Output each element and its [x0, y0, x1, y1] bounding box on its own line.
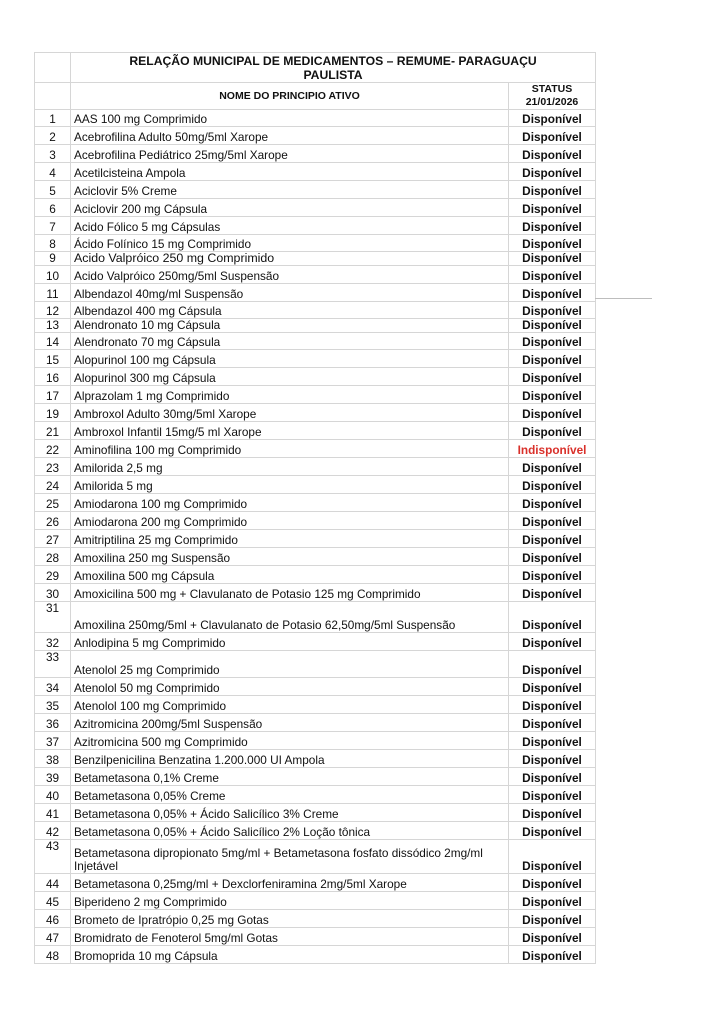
- row-number: 29: [35, 566, 71, 584]
- row-number: 17: [35, 386, 71, 404]
- medication-name: Betametasona 0,25mg/ml + Dexclorfeniramina 2mg/5ml Xarope: [71, 874, 509, 892]
- row-number: 31: [35, 602, 71, 633]
- row-number: 45: [35, 892, 71, 910]
- document-title: [71, 53, 596, 83]
- row-number: 33: [35, 651, 71, 678]
- medication-name: Bromoprida 10 mg Cápsula: [71, 946, 509, 964]
- table-row: [35, 768, 596, 786]
- status-badge: Disponível: [509, 110, 596, 127]
- status-badge: Disponível: [509, 750, 596, 768]
- table-row: [35, 892, 596, 910]
- row-number: 3: [35, 145, 71, 163]
- status-badge: Disponível: [509, 548, 596, 566]
- row-number: 6: [35, 199, 71, 217]
- medication-name: Azitromicina 500 mg Comprimido: [71, 732, 509, 750]
- table-row: [35, 181, 596, 199]
- row-number: 36: [35, 714, 71, 732]
- row-number: 48: [35, 946, 71, 964]
- status-badge: Disponível: [509, 494, 596, 512]
- medication-name: Bromidrato de Fenoterol 5mg/ml Gotas: [71, 928, 509, 946]
- row-number: 21: [35, 422, 71, 440]
- status-badge: Disponível: [509, 199, 596, 217]
- table-row: [35, 804, 596, 822]
- medication-name: Albendazol 40mg/ml Suspensão: [71, 284, 509, 302]
- medication-name: Amilorida 5 mg: [71, 476, 509, 494]
- table-row: [35, 368, 596, 386]
- header-num-cell: [35, 83, 71, 110]
- row-number: 35: [35, 696, 71, 714]
- row-number: 28: [35, 548, 71, 566]
- table-row: [35, 217, 596, 235]
- row-number: 2: [35, 127, 71, 145]
- medication-name: Amiodarona 200 mg Comprimido: [71, 512, 509, 530]
- medication-name: Alendronato 10 mg Cápsula: [71, 319, 509, 333]
- table-row: [35, 235, 596, 252]
- table-row: [35, 678, 596, 696]
- medication-name: Betametasona 0,1% Creme: [71, 768, 509, 786]
- title-line-1: RELAÇÃO MUNICIPAL DE MEDICAMENTOS – REMUME- PARAGUAÇU: [129, 54, 537, 68]
- medication-name: Alprazolam 1 mg Comprimido: [71, 386, 509, 404]
- status-badge: Disponível: [509, 266, 596, 284]
- status-badge: Disponível: [509, 404, 596, 422]
- row-number: 19: [35, 404, 71, 422]
- medication-name: Betametasona 0,05% Creme: [71, 786, 509, 804]
- status-badge: Disponível: [509, 350, 596, 368]
- medication-name: Anlodipina 5 mg Comprimido: [71, 633, 509, 651]
- status-badge: Disponível: [509, 892, 596, 910]
- row-number: 42: [35, 822, 71, 840]
- medication-name: Amoxilina 250 mg Suspensão: [71, 548, 509, 566]
- status-badge: Disponível: [509, 512, 596, 530]
- medication-name: Acido Fólico 5 mg Cápsulas: [71, 217, 509, 235]
- status-badge: Disponível: [509, 368, 596, 386]
- row-number: 47: [35, 928, 71, 946]
- title-corner-cell: [35, 53, 71, 83]
- status-badge: Disponível: [509, 633, 596, 651]
- medication-name: Atenolol 100 mg Comprimido: [71, 696, 509, 714]
- table-row: [35, 928, 596, 946]
- table-row: [35, 566, 596, 584]
- row-number: 24: [35, 476, 71, 494]
- medication-name: Albendazol 400 mg Cápsula: [71, 302, 509, 319]
- row-number: 5: [35, 181, 71, 199]
- status-badge: Disponível: [509, 584, 596, 602]
- status-badge: Disponível: [509, 768, 596, 786]
- status-badge: Disponível: [509, 217, 596, 235]
- table-row: [35, 633, 596, 651]
- status-badge: Disponível: [509, 928, 596, 946]
- status-badge: Disponível: [509, 786, 596, 804]
- medication-name: Aciclovir 200 mg Cápsula: [71, 199, 509, 217]
- table-row: [35, 786, 596, 804]
- status-badge: Disponível: [509, 145, 596, 163]
- medication-name: Acebrofilina Pediátrico 25mg/5ml Xarope: [71, 145, 509, 163]
- table-row: [35, 696, 596, 714]
- status-badge: Disponível: [509, 458, 596, 476]
- status-badge: Disponível: [509, 302, 596, 319]
- table-row: [35, 910, 596, 928]
- medication-name: Amitriptilina 25 mg Comprimido: [71, 530, 509, 548]
- medication-name: Ambroxol Adulto 30mg/5ml Xarope: [71, 404, 509, 422]
- row-number: 22: [35, 440, 71, 458]
- header-row: [35, 83, 596, 110]
- status-badge: Disponível: [509, 714, 596, 732]
- row-number: 38: [35, 750, 71, 768]
- title-row: [35, 53, 596, 83]
- medication-name: Acebrofilina Adulto 50mg/5ml Xarope: [71, 127, 509, 145]
- row-number: 30: [35, 584, 71, 602]
- table-row: [35, 333, 596, 350]
- medication-name: Azitromicina 200mg/5ml Suspensão: [71, 714, 509, 732]
- row-number: 10: [35, 266, 71, 284]
- header-status: STATUS 21/01/2026: [509, 83, 596, 110]
- status-badge: Disponível: [509, 804, 596, 822]
- table-row: [35, 874, 596, 892]
- table-row: [35, 840, 596, 874]
- table-row: [35, 602, 596, 633]
- row-number: 26: [35, 512, 71, 530]
- medication-name: Aminofilina 100 mg Comprimido: [71, 440, 509, 458]
- table-row: [35, 750, 596, 768]
- status-badge: Disponível: [509, 530, 596, 548]
- status-badge: Disponível: [509, 946, 596, 964]
- row-number: 12: [35, 302, 71, 319]
- row-number: 23: [35, 458, 71, 476]
- table-row: [35, 319, 596, 333]
- row-number: 9: [35, 252, 71, 266]
- medication-name: Amoxilina 500 mg Cápsula: [71, 566, 509, 584]
- status-badge: Disponível: [509, 252, 596, 266]
- status-badge: Disponível: [509, 651, 596, 678]
- row-number: 40: [35, 786, 71, 804]
- table-row: [35, 266, 596, 284]
- table-row: [35, 110, 596, 127]
- status-badge: Disponível: [509, 602, 596, 633]
- medication-sheet: [34, 52, 595, 964]
- row-number: 25: [35, 494, 71, 512]
- table-row: [35, 822, 596, 840]
- status-badge: Disponível: [509, 163, 596, 181]
- row-number: 44: [35, 874, 71, 892]
- medication-name: Acido Valpróico 250 mg Comprimido: [71, 252, 509, 266]
- table-row: [35, 732, 596, 750]
- row-number: 37: [35, 732, 71, 750]
- medication-name: Betametasona dipropionato 5mg/ml + Betametasona fosfato dissódico 2mg/ml Injetável: [71, 840, 509, 874]
- row-number: 11: [35, 284, 71, 302]
- table-row: [35, 512, 596, 530]
- medication-table: [34, 52, 596, 964]
- table-row: [35, 350, 596, 368]
- row-number: 13: [35, 319, 71, 333]
- medication-name: Amilorida 2,5 mg: [71, 458, 509, 476]
- title-line-2: PAULISTA: [303, 68, 363, 82]
- status-badge: Disponível: [509, 822, 596, 840]
- status-badge: Disponível: [509, 732, 596, 750]
- table-row: [35, 548, 596, 566]
- table-row: [35, 302, 596, 319]
- row-number: 46: [35, 910, 71, 928]
- status-badge: Disponível: [509, 127, 596, 145]
- medication-name: Alendronato 70 mg Cápsula: [71, 333, 509, 350]
- status-badge: Disponível: [509, 910, 596, 928]
- medication-name: AAS 100 mg Comprimido: [71, 110, 509, 127]
- medication-name: Betametasona 0,05% + Ácido Salicílico 3% Creme: [71, 804, 509, 822]
- status-badge: Disponível: [509, 235, 596, 252]
- status-badge: Disponível: [509, 319, 596, 333]
- medication-name: Acetilcisteina Ampola: [71, 163, 509, 181]
- medication-name: Ácido Folínico 15 mg Comprimido: [71, 235, 509, 252]
- status-badge: Disponível: [509, 284, 596, 302]
- table-row: [35, 404, 596, 422]
- table-row: [35, 651, 596, 678]
- table-row: [35, 386, 596, 404]
- table-row: [35, 163, 596, 181]
- stray-cell-border: [595, 298, 652, 299]
- table-row: [35, 584, 596, 602]
- table-row: [35, 476, 596, 494]
- status-badge: Disponível: [509, 874, 596, 892]
- status-badge: Disponível: [509, 181, 596, 199]
- table-row: [35, 127, 596, 145]
- row-number: 4: [35, 163, 71, 181]
- medication-name: Biperideno 2 mg Comprimido: [71, 892, 509, 910]
- table-row: [35, 440, 596, 458]
- medication-name: Aciclovir 5% Creme: [71, 181, 509, 199]
- status-badge: Disponível: [509, 386, 596, 404]
- medication-name: Alopurinol 100 mg Cápsula: [71, 350, 509, 368]
- medication-name: Amoxilina 250mg/5ml + Clavulanato de Potasio 62,50mg/5ml Suspensão: [71, 602, 509, 633]
- table-row: [35, 284, 596, 302]
- row-number: 16: [35, 368, 71, 386]
- table-row: [35, 199, 596, 217]
- row-number: 43: [35, 840, 71, 874]
- medication-name: Amoxicilina 500 mg + Clavulanato de Potasio 125 mg Comprimido: [71, 584, 509, 602]
- status-badge: Disponível: [509, 476, 596, 494]
- table-row: [35, 530, 596, 548]
- row-number: 14: [35, 333, 71, 350]
- medication-name: Ambroxol Infantil 15mg/5 ml Xarope: [71, 422, 509, 440]
- table-row: [35, 494, 596, 512]
- medication-name: Brometo de Ipratrópio 0,25 mg Gotas: [71, 910, 509, 928]
- status-badge: Disponível: [509, 333, 596, 350]
- row-number: 34: [35, 678, 71, 696]
- status-badge: Disponível: [509, 678, 596, 696]
- table-row: [35, 458, 596, 476]
- table-row: [35, 714, 596, 732]
- row-number: 1: [35, 110, 71, 127]
- row-number: 15: [35, 350, 71, 368]
- medication-name: Benzilpenicilina Benzatina 1.200.000 UI Ampola: [71, 750, 509, 768]
- status-badge: Disponível: [509, 422, 596, 440]
- status-badge: Disponível: [509, 840, 596, 874]
- table-row: [35, 946, 596, 964]
- status-badge: Disponível: [509, 566, 596, 584]
- medication-name: Atenolol 25 mg Comprimido: [71, 651, 509, 678]
- row-number: 8: [35, 235, 71, 252]
- table-row: [35, 422, 596, 440]
- status-badge: Indisponível: [509, 440, 596, 458]
- row-number: 7: [35, 217, 71, 235]
- medication-name: Amiodarona 100 mg Comprimido: [71, 494, 509, 512]
- header-name: NOME DO PRINCIPIO ATIVO: [71, 83, 509, 110]
- row-number: 27: [35, 530, 71, 548]
- status-badge: Disponível: [509, 696, 596, 714]
- medication-name: Atenolol 50 mg Comprimido: [71, 678, 509, 696]
- table-row: [35, 145, 596, 163]
- medication-name: Alopurinol 300 mg Cápsula: [71, 368, 509, 386]
- table-row: [35, 252, 596, 266]
- row-number: 39: [35, 768, 71, 786]
- medication-name: Betametasona 0,05% + Ácido Salicílico 2% Loção tônica: [71, 822, 509, 840]
- medication-name: Acido Valpróico 250mg/5ml Suspensão: [71, 266, 509, 284]
- row-number: 32: [35, 633, 71, 651]
- row-number: 41: [35, 804, 71, 822]
